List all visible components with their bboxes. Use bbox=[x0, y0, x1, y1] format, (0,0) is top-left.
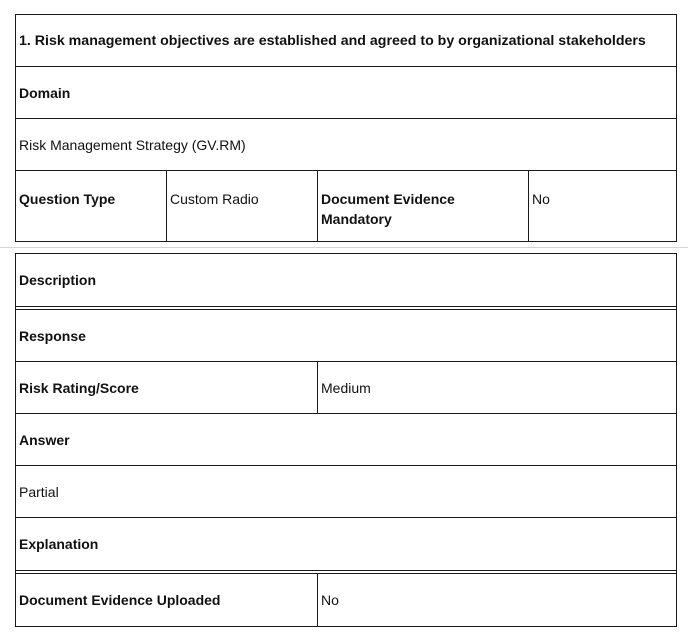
answer-label: Answer bbox=[19, 431, 70, 448]
domain-label-row bbox=[16, 67, 676, 119]
question-title: 1. Risk management objectives are established and agreed to by organizational stakeholders bbox=[19, 32, 646, 49]
doc-evidence-uploaded-label: Document Evidence Uploaded bbox=[19, 592, 221, 608]
doc-evidence-mandatory-value: No bbox=[528, 171, 676, 241]
domain-value-row bbox=[16, 119, 676, 171]
description-label: Description bbox=[19, 272, 97, 288]
doc-evidence-mandatory-label: Document Evidence Mandatory bbox=[317, 171, 528, 241]
response-row bbox=[16, 310, 676, 362]
question-type-row bbox=[16, 171, 676, 241]
question-type-value: Custom Radio bbox=[166, 171, 317, 241]
answer-value-row bbox=[16, 466, 676, 518]
risk-rating-row bbox=[16, 362, 676, 414]
question-title-row bbox=[16, 15, 676, 67]
description-row bbox=[16, 254, 676, 310]
details-table bbox=[15, 253, 677, 627]
response-label: Response bbox=[19, 327, 86, 344]
answer-label-row bbox=[16, 414, 676, 466]
question-type-label: Question Type bbox=[19, 191, 116, 207]
doc-evidence-uploaded-row bbox=[16, 574, 676, 626]
doc-evidence-uploaded-value: No bbox=[317, 574, 676, 626]
question-table bbox=[15, 14, 677, 242]
domain-label: Domain bbox=[19, 84, 71, 101]
explanation-row bbox=[16, 518, 676, 574]
risk-rating-value: Medium bbox=[317, 362, 676, 413]
explanation-label: Explanation bbox=[19, 536, 99, 552]
page-divider bbox=[0, 247, 688, 248]
domain-value: Risk Management Strategy (GV.RM) bbox=[19, 136, 246, 153]
risk-rating-label: Risk Rating/Score bbox=[19, 379, 139, 396]
answer-value: Partial bbox=[19, 483, 59, 500]
